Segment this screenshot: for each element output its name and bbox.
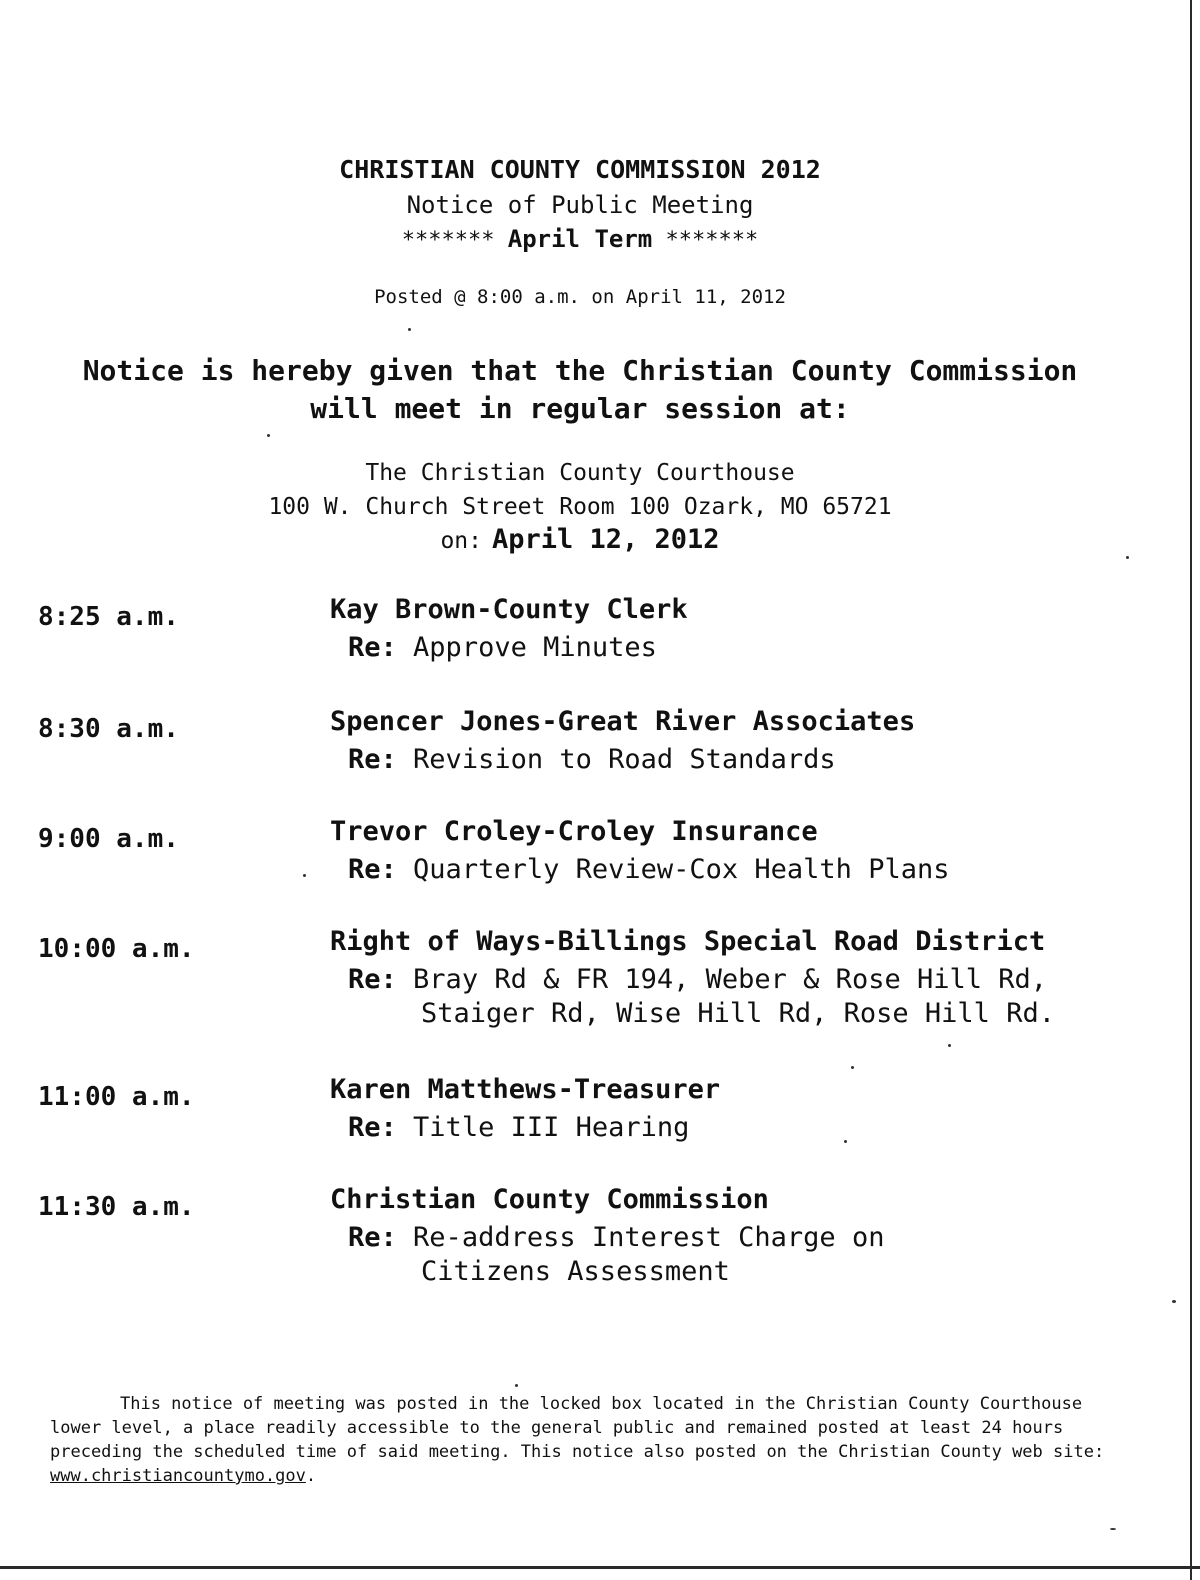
re-text: Re-address Interest Charge on	[413, 1222, 885, 1253]
scan-speck	[408, 328, 411, 331]
scan-speck	[948, 1044, 951, 1047]
venue-block	[0, 456, 1160, 524]
scan-speck	[267, 434, 270, 437]
re-text: Title III Hearing	[413, 1112, 690, 1143]
re-label: Re:	[348, 744, 397, 775]
agenda-presenter: Right of Ways-Billings Special Road District	[330, 926, 1046, 957]
venue-name: The Christian County Courthouse	[365, 460, 795, 486]
notice-line-2: will meet in regular session at:	[310, 392, 850, 425]
meeting-date: April 12, 2012	[491, 524, 720, 555]
notice-statement	[0, 352, 1160, 428]
agenda-time: 10:00 a.m.	[38, 934, 195, 964]
venue-address: 100 W. Church Street Room 100 Ozark, MO 65721	[268, 494, 892, 520]
posting-notice-footer	[50, 1392, 1130, 1488]
re-text: Approve Minutes	[413, 632, 657, 663]
agenda-re-continuation: Citizens Assessment	[421, 1256, 730, 1287]
agenda-presenter: Karen Matthews-Treasurer	[330, 1074, 721, 1105]
agenda-re	[348, 742, 836, 778]
scan-speck	[844, 1140, 847, 1143]
re-label: Re:	[348, 1222, 397, 1253]
scan-speck	[1110, 1528, 1116, 1530]
posted-line: Posted @ 8:00 a.m. on April 11, 2012	[374, 286, 786, 308]
scan-speck	[1172, 1300, 1176, 1303]
agenda-re	[348, 852, 949, 888]
agenda-item	[0, 926, 1160, 1029]
term-stars-left: *******	[401, 228, 495, 253]
document-subtitle: Notice of Public Meeting	[406, 191, 754, 219]
agenda-presenter: Christian County Commission	[330, 1184, 769, 1215]
re-label: Re:	[348, 632, 397, 663]
meeting-date-line	[0, 524, 1160, 555]
agenda-item	[0, 1184, 1160, 1287]
re-text: Quarterly Review-Cox Health Plans	[413, 854, 950, 885]
re-label: Re:	[348, 964, 397, 995]
agenda-re	[348, 1110, 689, 1146]
agenda-item	[0, 594, 1160, 692]
term-name: April Term	[507, 225, 653, 253]
term-line	[0, 225, 1160, 253]
agenda-re	[348, 962, 1047, 998]
scan-speck	[303, 874, 306, 877]
agenda-re	[348, 1220, 884, 1256]
agenda-time: 8:30 a.m.	[38, 714, 179, 744]
re-label: Re:	[348, 854, 397, 885]
term-stars-right: *******	[665, 228, 759, 253]
agenda-presenter: Kay Brown-County Clerk	[330, 594, 688, 625]
re-label: Re:	[348, 1112, 397, 1143]
footer-text: This notice of meeting was posted in the locked box located in the Christian County Courthouse lower level, a place readily accessible to the general public and remained posted at least 24 hours preceding the scheduled time of said meeting. This notice also posted on the Christian County web site:	[50, 1394, 1105, 1462]
footer-end: .	[305, 1466, 317, 1486]
scan-speck	[851, 1066, 854, 1069]
scan-edge-bottom	[0, 1566, 1200, 1569]
re-text: Revision to Road Standards	[413, 744, 836, 775]
scan-speck	[515, 1384, 518, 1387]
notice-line-1: Notice is hereby given that the Christian County Commission	[82, 354, 1078, 387]
agenda-item	[0, 816, 1160, 914]
scan-edge-right	[1190, 0, 1192, 1580]
scan-speck	[1126, 556, 1129, 559]
website-link[interactable]: www.christiancountymo.gov	[50, 1466, 306, 1486]
agenda-time: 9:00 a.m.	[38, 824, 179, 854]
agenda-re	[348, 630, 657, 666]
agenda-presenter: Spencer Jones-Great River Associates	[330, 706, 916, 737]
re-text: Bray Rd & FR 194, Weber & Rose Hill Rd,	[413, 964, 1048, 995]
meeting-date-label: on:	[440, 528, 482, 554]
agenda-presenter: Trevor Croley-Croley Insurance	[330, 816, 818, 847]
agenda-re-continuation: Staiger Rd, Wise Hill Rd, Rose Hill Rd.	[421, 998, 1055, 1029]
agenda-item	[0, 1074, 1160, 1172]
agenda-time: 8:25 a.m.	[38, 602, 179, 632]
agenda-item	[0, 706, 1160, 804]
agenda-time: 11:30 a.m.	[38, 1192, 195, 1222]
document-title: CHRISTIAN COUNTY COMMISSION 2012	[339, 155, 821, 184]
agenda-time: 11:00 a.m.	[38, 1082, 195, 1112]
